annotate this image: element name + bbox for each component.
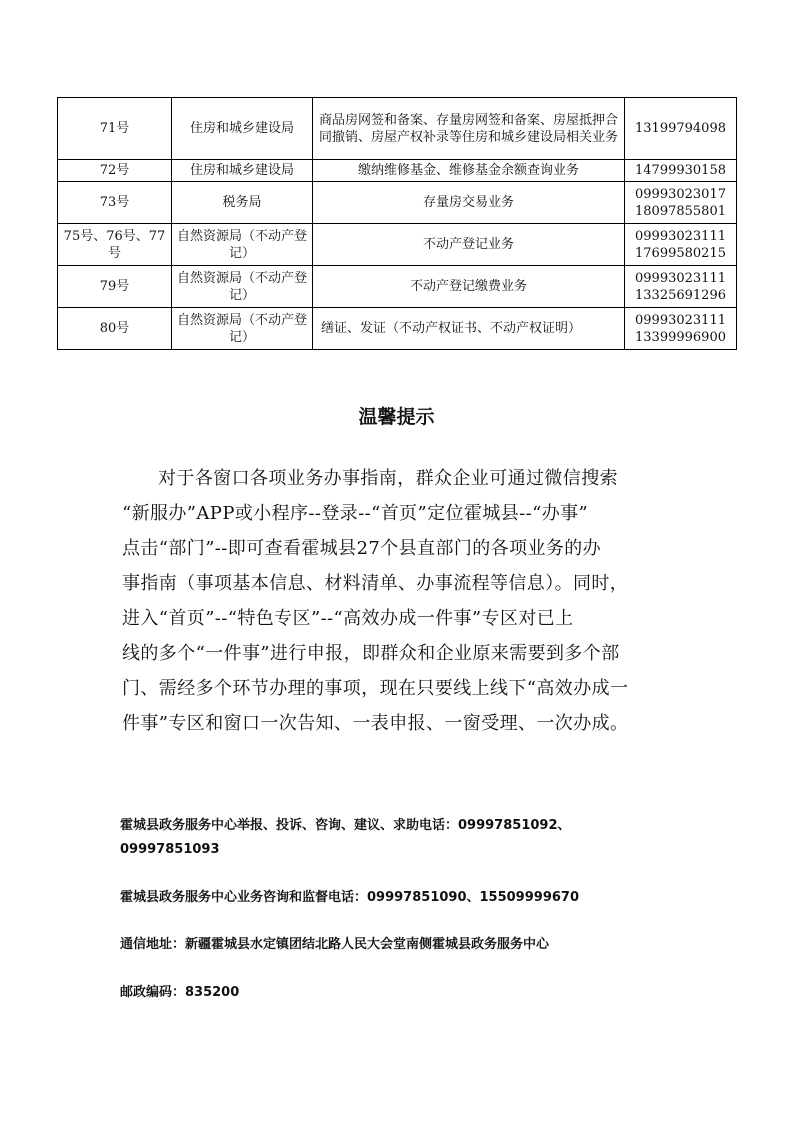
department: 自然资源局（不动产登记）	[172, 224, 313, 266]
complaint-hotline-line: 霍城县政务服务中心举报、投诉、咨询、建议、求助电话：09997851092、	[120, 818, 571, 833]
phone-number: 18097855801	[635, 203, 726, 219]
table-row	[58, 308, 737, 350]
phone-number: 13199794098	[635, 121, 726, 136]
department: 自然资源局（不动产登记）	[172, 266, 313, 308]
window-number: 80号	[58, 308, 172, 350]
department: 住房和城乡建设局	[172, 160, 313, 182]
phone-cell	[625, 266, 737, 308]
service-description: 存量房交易业务	[313, 182, 625, 224]
table-row	[58, 160, 737, 182]
tips-title: 温馨提示	[358, 406, 435, 428]
service-description: 商品房网签和备案、存量房网签和备案、房屋抵押合同撤销、房屋产权补录等住房和城乡建设局相关业务	[313, 98, 625, 160]
tips-paragraph	[122, 461, 694, 741]
service-description: 不动产登记业务	[313, 224, 625, 266]
mailing-address: 通信地址：新疆霍城县水定镇团结北路人民大会堂南侧霍城县政务服务中心	[120, 937, 550, 952]
service-window-table	[57, 97, 737, 350]
phone-cell	[625, 160, 737, 182]
window-number: 73号	[58, 182, 172, 224]
table-row	[58, 266, 737, 308]
tips-line: 线的多个“一件事”进行申报，即群众和企业原来需要到多个部	[122, 643, 620, 664]
window-number: 79号	[58, 266, 172, 308]
phone-cell	[625, 308, 737, 350]
phone-number: 17699580215	[635, 245, 726, 261]
phone-number: 14799930158	[635, 163, 726, 178]
complaint-hotline	[120, 814, 680, 862]
tips-line: 点击“部门”--即可查看霍城县27个县直部门的各项业务的办	[122, 538, 602, 559]
tips-line: 事指南（事项基本信息、材料清单、办事流程等信息）。同时，	[122, 573, 629, 594]
table-row	[58, 224, 737, 266]
tips-line: 件事”专区和窗口一次告知、一表申报、一窗受理、一次办成。	[122, 713, 629, 734]
tips-line: 门、需经多个环节办理的事项，现在只要线上线下“高效办成一	[122, 678, 629, 699]
window-number: 71号	[58, 98, 172, 160]
department: 住房和城乡建设局	[172, 98, 313, 160]
phone-number: 09993023111	[635, 312, 726, 328]
department: 自然资源局（不动产登记）	[172, 308, 313, 350]
phone-cell	[625, 224, 737, 266]
window-number: 75号、76号、77号	[58, 224, 172, 266]
complaint-hotline-line: 09997851093	[120, 842, 220, 857]
phone-number: 09993023111	[635, 270, 726, 286]
phone-number: 09993023017	[635, 186, 726, 202]
phone-number: 09993023111	[635, 228, 726, 244]
phone-number: 13325691296	[635, 287, 726, 303]
table-row	[58, 98, 737, 160]
table-row	[58, 182, 737, 224]
phone-cell	[625, 182, 737, 224]
service-description: 缮证、发证（不动产权证书、不动产权证明）	[313, 308, 625, 350]
tips-line: 进入“首页”--“特色专区”--“高效办成一件事”专区对已上	[122, 608, 574, 629]
tips-line: 对于各窗口各项业务办事指南，群众企业可通过微信搜索	[158, 468, 618, 489]
phone-cell	[625, 98, 737, 160]
service-description: 缴纳维修基金、维修基金余额查询业务	[313, 160, 625, 182]
tips-line: “新服办”APP或小程序--登录--“首页”定位霍城县--“办事”	[122, 503, 589, 524]
service-description: 不动产登记缴费业务	[313, 266, 625, 308]
phone-number: 13399996900	[635, 329, 726, 345]
department: 税务局	[172, 182, 313, 224]
consult-hotline: 霍城县政务服务中心业务咨询和监督电话：09997851090、15509999670	[120, 890, 579, 905]
postal-code: 邮政编码：835200	[120, 985, 240, 1000]
window-number: 72号	[58, 160, 172, 182]
